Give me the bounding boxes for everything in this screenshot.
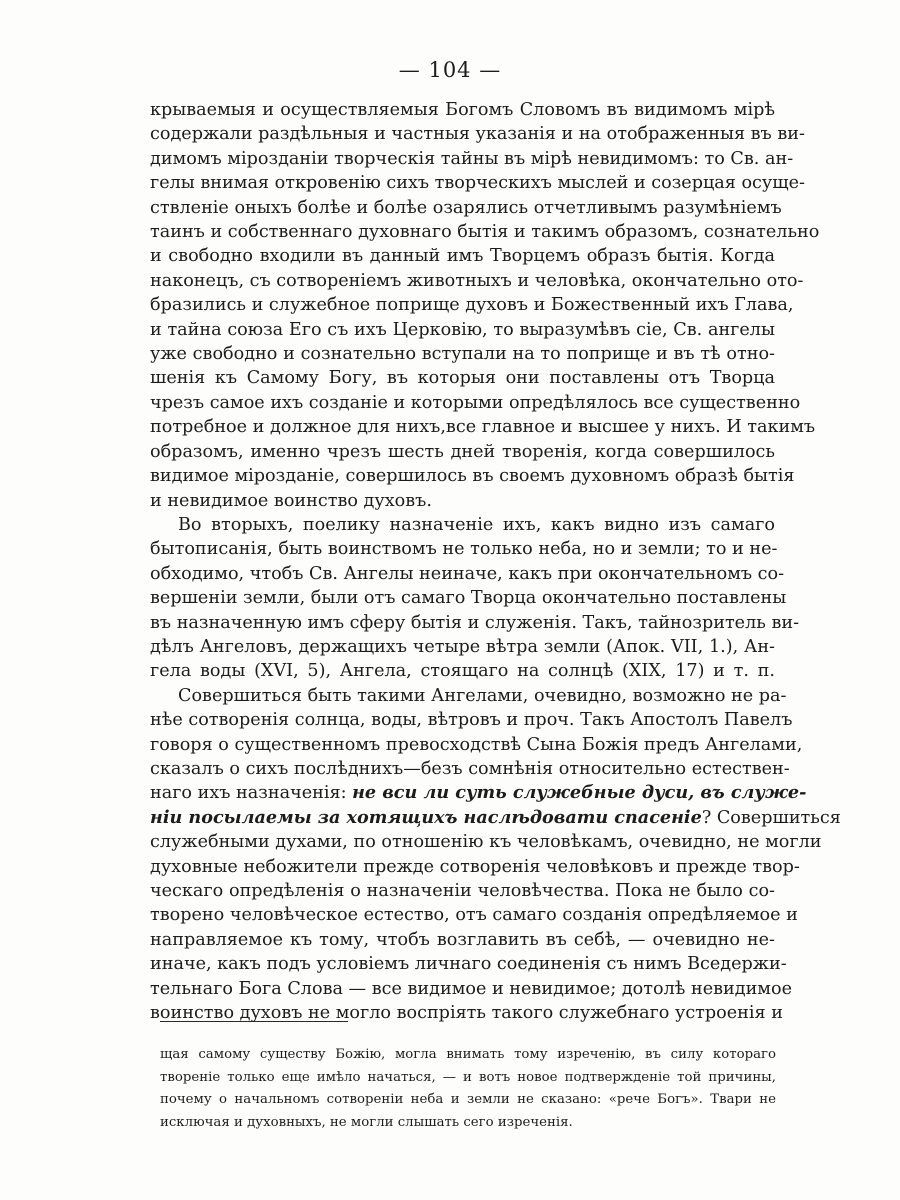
text-line: сказалъ о сихъ послѣднихъ—безъ сомнѣнія относительно естествен- bbox=[150, 758, 790, 779]
text-line: въ назначенную имъ сферу бытія и служенія. Такъ, тайнозритель ви- bbox=[150, 612, 800, 633]
text-line: видимое мірозданіе, совершилось въ своемъ духовномъ образѣ бытія bbox=[150, 466, 795, 487]
footnote bbox=[160, 1044, 776, 1134]
footnote-line: почему о начальномъ сотвореніи неба и земли не сказано: «рече Богъ». Твари не bbox=[160, 1092, 776, 1108]
scripture-quote: ніи посылаемы за хотящихъ наслѣдовати спасеніе bbox=[150, 806, 702, 828]
page-number: — 104 — bbox=[398, 58, 502, 82]
main-text bbox=[150, 98, 841, 1025]
text-line: шенія къ Самому Богу, въ которыя они поставлены отъ Творца bbox=[150, 368, 775, 389]
text-line: бразились и служебное поприще духовъ и Божественный ихъ Глава, bbox=[150, 295, 794, 316]
paragraph-2 bbox=[150, 513, 800, 684]
text-fragment: наго ихъ назначенія: bbox=[150, 783, 353, 804]
text-line: нѣе сотворенія солнца, воды, вѣтровъ и проч. Такъ Апостолъ Павелъ bbox=[150, 710, 793, 731]
text-line: таинъ и собственнаго духовнаго бытія и такимъ образомъ, сознательно bbox=[150, 222, 820, 243]
text-line: и невидимое воинство духовъ. bbox=[150, 490, 432, 511]
text-line: гелы внимая откровенію сихъ творческихъ мыслей и созерцая осуще- bbox=[150, 173, 805, 194]
text-line: тельнаго Бога Слова — все видимое и невидимое; дотолѣ невидимое bbox=[150, 978, 792, 999]
text-line: иначе, какъ подъ условіемъ личнаго соединенія съ нимъ Вседержи- bbox=[150, 954, 787, 975]
text-line: потребное и должное для нихъ,все главное и высшее у нихъ. И такимъ bbox=[150, 417, 816, 438]
text-line: крываемыя и осуществляемыя Богомъ Словомъ въ видимомъ мірѣ bbox=[150, 100, 775, 120]
text-line: говоря о существенномъ превосходствѣ Сына Божія предъ Ангелами, bbox=[150, 734, 803, 755]
text-line: направляемое къ тому, чтобъ возглавить въ себѣ, — очевидно не- bbox=[150, 929, 775, 950]
footnote-divider bbox=[160, 1021, 348, 1022]
text-line: ствленіе оныхъ болѣе и болѣе озарялись отчетливымъ разумѣніемъ bbox=[150, 197, 782, 218]
footnote-line: щая самому существу Божію, могла внимать тому изреченію, въ силу котораго bbox=[160, 1047, 776, 1062]
text-line: и тайна союза Его съ ихъ Церковію, то выразумѣвъ сіе, Св. ангелы bbox=[150, 319, 775, 340]
text-line: обходимо, чтобъ Св. Ангелы неиначе, какъ при окончательномъ со- bbox=[150, 563, 785, 584]
text-line: ческаго опредѣленія о назначеніи человѣчества. Пока не было со- bbox=[150, 881, 775, 901]
text-line: творено человѣческое естество, отъ самаго созданія опредѣляемое и bbox=[150, 905, 798, 926]
paragraph-1 bbox=[150, 98, 820, 513]
text-line: гела воды (XVI, 5), Ангела, стоящаго на солнцѣ (XIX, 17) и т. п. bbox=[150, 661, 775, 682]
text-line-with-quote bbox=[150, 781, 807, 805]
text-line: и свободно входили въ данный имъ Творцемъ образъ бытія. Когда bbox=[150, 246, 775, 267]
footnote-line: исключая и духовныхъ, не могли слышать сего изреченія. bbox=[160, 1114, 573, 1130]
text-line: Совершиться быть такими Ангелами, очевидно, возможно не ра- bbox=[178, 685, 787, 706]
text-line: чрезъ самое ихъ созданіе и которыми опредѣлялось все существенно bbox=[150, 392, 801, 413]
text-line: воинство духовъ не могло воспріять такого служебнаго устроенія и bbox=[150, 1003, 783, 1024]
text-line: духовные небожители прежде сотворенія человѣковъ и прежде твор- bbox=[150, 856, 800, 877]
footnote-line: твореніе только еще имѣло начаться, — и вотъ новое подтвержденіе той причины, bbox=[160, 1069, 776, 1085]
text-line: содержали раздѣльныя и частныя указанія и на отображенныя въ ви- bbox=[150, 124, 805, 145]
text-line: служебными духами, по отношенію къ человѣкамъ, очевидно, не могли bbox=[150, 832, 822, 853]
text-fragment: ? Совершиться bbox=[701, 807, 841, 828]
text-line: Во вторыхъ, поелику назначеніе ихъ, какъ видно изъ самаго bbox=[178, 514, 775, 535]
text-line: образомъ, именно чрезъ шесть дней творенія, когда совершилось bbox=[150, 441, 775, 462]
text-line: вершеніи земли, были отъ самаго Творца окончательно поставлены bbox=[150, 588, 787, 609]
text-line: димомъ мірозданіи творческія тайны въ мірѣ невидимомъ: то Св. ан- bbox=[150, 148, 794, 169]
text-line: бытописанія, быть воинствомъ не только неба, но и земли; то и не- bbox=[150, 539, 778, 560]
text-line: уже свободно и сознательно вступали на то поприще и въ тѣ отно- bbox=[150, 344, 775, 365]
paragraph-3 bbox=[150, 684, 841, 1026]
text-line: наконецъ, съ сотвореніемъ животныхъ и человѣка, окончательно ото- bbox=[150, 270, 804, 291]
scripture-quote: не вси ли суть служебные дуси, въ служе- bbox=[352, 782, 807, 804]
text-line-with-quote bbox=[150, 806, 841, 830]
text-line: дѣлъ Ангеловъ, держащихъ четыре вѣтра земли (Апок. VII, 1.), Ан- bbox=[150, 636, 775, 657]
